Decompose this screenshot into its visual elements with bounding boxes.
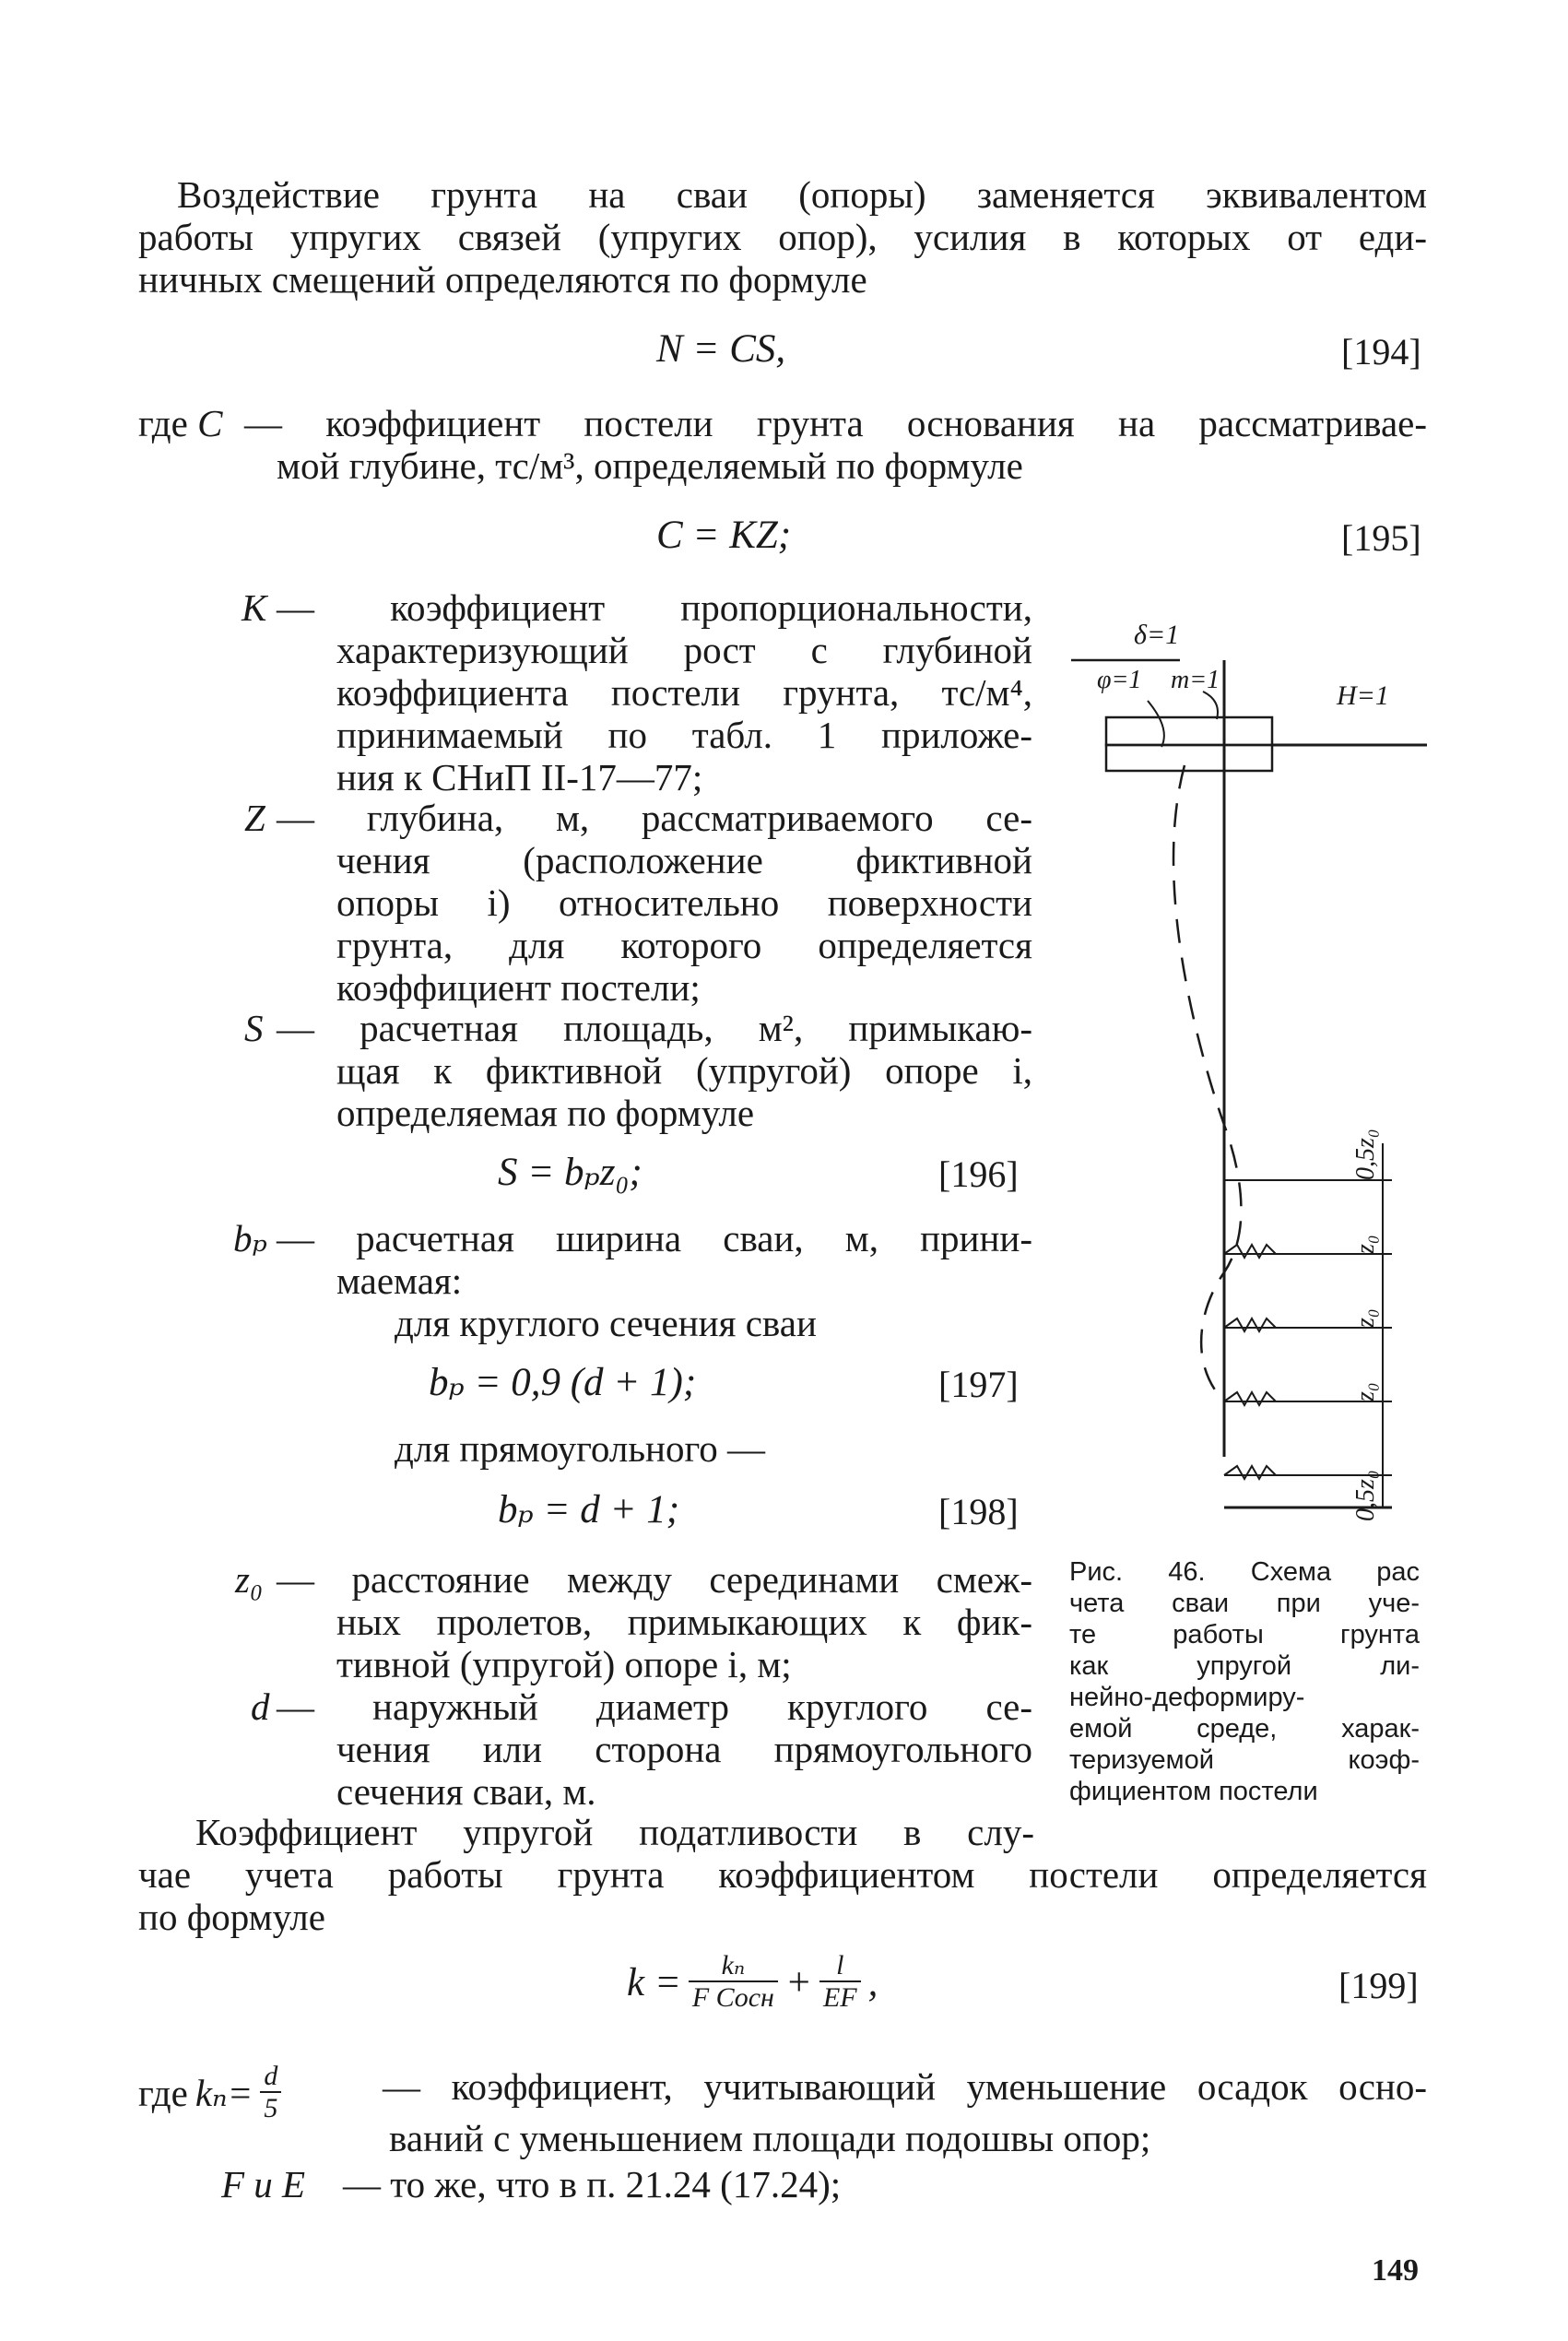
intro-line-2: работы упругих связей (упругих опор), усилия в которых от еди- [138,216,1427,258]
def-z0-line-3: тивной (упругой) опоре i, м; [336,1643,792,1685]
kn-fraction [260,2062,281,2124]
where-kn-line-1: — коэффициент, учитывающий уменьшение осадок осно- [383,2065,1427,2108]
equation-number-197: [197] [938,1364,1019,1405]
def-z0-symbol: z₀ [235,1558,264,1601]
def-s-line-2: щая к фиктивной (упругой) опоре i, [336,1049,1032,1092]
where-c-prefix: где C [138,402,223,444]
def-s-line-3: определяемая по формуле [336,1092,755,1134]
caption-line-4: как упругой ли- [1069,1651,1420,1681]
where-kn-prefix: где kₙ= $\frac{d}{5}$ [138,2062,281,2124]
def-d-symbol: d [251,1685,270,1728]
def-k-line-4: принимаемый по табл. 1 приложе- [336,714,1032,756]
round-section-label: для круглого сечения сваи [395,1302,817,1344]
def-z0-line-1: — расстояние между серединами смеж- [277,1558,1032,1601]
kn-numerator: d [260,2062,281,2093]
def-s-line-1: — расчетная площадь, м², примыкаю- [277,1007,1032,1049]
kn-symbol: kₙ= [195,2072,253,2114]
def-d-line-2: чения или сторона прямоугольного [336,1728,1032,1770]
dim-label-z0-3: z₀ [1351,1382,1380,1401]
where-fe-symbol: F и E [221,2163,306,2205]
coef-line-3: по формуле [138,1896,325,1938]
def-bp-symbol: bₚ [233,1217,267,1259]
def-k-line-2: характеризующий рост с глубиной [336,629,1032,671]
coef-line-2: чае учета работы грунта коэффициентом постели определяется [138,1853,1427,1896]
eq199-lhs: k = [627,1960,681,2004]
where-c-line-2: мой глубине, тс/м³, определяемый по формуле [277,444,1023,487]
def-z-line-5: коэффициент постели; [336,966,701,1009]
eq199-f2-denominator: EF [822,1982,857,2013]
def-k-line-3: коэффициента постели грунта, тс/м⁴, [336,671,1032,714]
equation-198: bₚ = d + 1; [498,1488,680,1531]
pile-cap-bottom [1106,745,1272,771]
caption-line-3: те работы грунта [1069,1620,1420,1649]
def-z-line-3: опоры i) относительно поверхности [336,881,1032,924]
def-z-symbol: Z [244,797,265,839]
def-z-line-1: — глубина, м, рассматриваемого се- [277,797,1032,839]
equation-number-198: [198] [938,1491,1019,1532]
def-z0-line-2: ных пролетов, примыкающих к фик- [336,1601,1032,1643]
def-z-line-2: чения (расположение фиктивной [336,839,1032,881]
caption-line-1: Рис. 46. Схема рас [1069,1557,1420,1587]
kn-denominator: 5 [264,2093,278,2123]
dim-label-z0-1: z₀ [1351,1235,1380,1254]
intro-line-1: Воздействие грунта на сваи (опоры) заменяется эквивалентом [177,173,1427,216]
spring-supports [1224,1245,1276,1479]
equation-number-195: [195] [1341,517,1421,559]
caption-line-8: фициентом постели [1069,1777,1318,1806]
eq199-plus: + [784,1960,812,2004]
delta-label: δ=1 [1134,620,1180,650]
def-k-line-5: ния к СНиП II-17—77; [336,756,703,798]
phi-label: φ=1 [1097,666,1142,694]
def-k-symbol: K [242,586,267,629]
def-bp-line-2: маемая: [336,1259,463,1302]
equation-195: C = KZ; [656,514,792,557]
where-fe-text: — то же, что в п. 21.24 (17.24); [343,2163,842,2205]
equation-number-196: [196] [938,1153,1019,1195]
where-c-line-1: — коэффициент постели грунта основания на рассматривае- [244,402,1427,444]
eq199-fraction-1 [689,1951,778,2014]
coef-line-1: Коэффициент упругой податливости в слу- [195,1811,1034,1853]
equation-197: bₚ = 0,9 (d + 1); [429,1361,697,1404]
caption-line-5: нейно-деформиру- [1069,1683,1305,1712]
page-number: 149 [1372,2253,1419,2288]
equation-number-199: [199] [1338,1965,1419,2006]
eq199-tail: , [867,1960,878,2004]
def-d-line-1: — наружный диаметр круглого се- [277,1685,1032,1728]
def-k-line-1: — коэффициент пропорциональности, [277,586,1032,629]
eq199-f1-denominator: F Cосн [691,1982,774,2013]
deflection-curve [1173,765,1241,1401]
eq199-fraction-2 [819,1951,861,2014]
def-d-line-3: сечения сваи, м. [336,1770,596,1813]
equation-196: S = bₚz₀; [498,1151,643,1194]
h-label: H=1 [1337,680,1389,711]
m-label: m=1 [1171,666,1220,694]
caption-line-6: емой среде, харак- [1069,1714,1420,1744]
equation-number-194: [194] [1341,331,1421,372]
pile-cap-top [1106,717,1272,745]
def-z-line-4: грунта, для которого определяется [336,924,1032,966]
caption-line-2: чета сваи при уче- [1069,1589,1420,1618]
equation-194: N = CS, [656,327,786,371]
def-bp-line-1: — расчетная ширина сваи, м, прини- [277,1217,1032,1259]
pile-scheme-figure [1060,609,1447,1531]
dim-label-bottom: 0,5z₀ [1351,1470,1380,1521]
equation-199 [627,1951,878,2014]
caption-line-7: теризуемой коэф- [1069,1745,1420,1775]
rotation-arc [1148,701,1164,747]
moment-arc [1203,692,1218,719]
intro-line-3: ничных смещений определяются по формуле [138,258,867,301]
rect-section-label: для прямоугольного — [395,1427,766,1470]
where-kn-line-2: ваний с уменьшением площади подошвы опор; [389,2117,1151,2159]
dim-label-top: 0,5z₀ [1351,1129,1380,1180]
eq199-f1-numerator: kₙ [689,1951,778,1982]
dim-label-z0-2: z₀ [1351,1308,1380,1328]
eq199-f2-numerator: l [819,1951,861,1982]
def-s-symbol: S [244,1007,264,1049]
